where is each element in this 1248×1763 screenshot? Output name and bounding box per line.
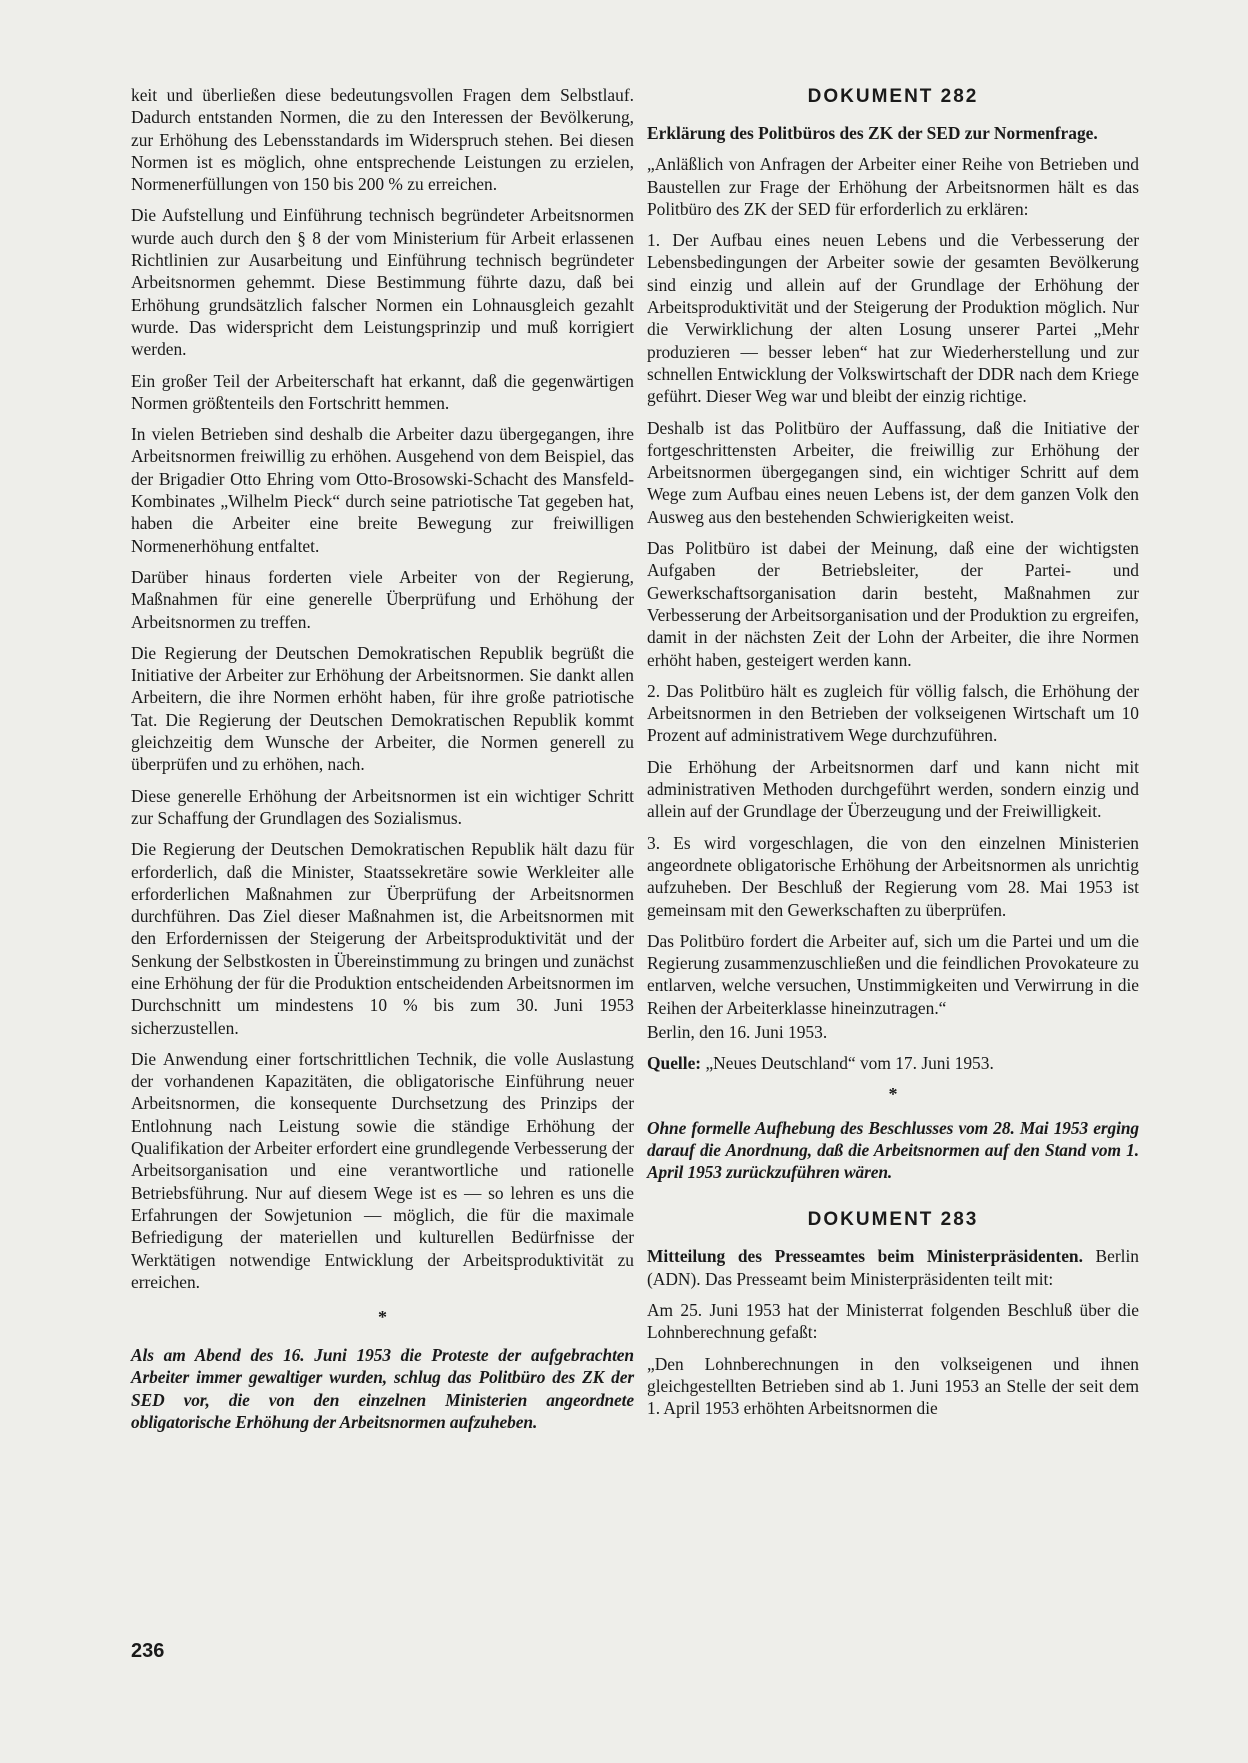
left-column (131, 84, 634, 1442)
intro-text: Berlin (ADN). Das Presseamt beim Ministerpräsidenten teilt mit: (647, 1246, 1139, 1289)
source-text: „Neues Deutschland“ vom 17. Juni 1953. (705, 1053, 994, 1074)
date-line: Berlin, den 16. Juni 1953. (647, 1021, 828, 1042)
source-label: Quelle: (647, 1053, 702, 1074)
page-number: 236 (131, 1640, 165, 1662)
document-intro (647, 1245, 1139, 1290)
document-title: Mitteilung des Presseamtes beim Ministerpräsidenten. (647, 1246, 1083, 1267)
body-paragraph: „Den Lohnberechnungen in den volkseigenen und ihnen gleichgestellten Betrieben sind ab 1. Juni 1953 an Stelle der seit dem 1. April 1953 erhöhten Arbeitsnormen die (647, 1353, 1139, 1419)
body-paragraph: Die Regierung der Deutschen Demokratischen Republik begrüßt die Initiative der Arbeiter zur Erhöhung der Arbeitsnormen. Sie dankt allen Arbeitern, die ihre Normen erhöht haben, für ihre große patriotische Tat. Die Regierung der Deutschen Demokratischen Republik kommt gleichzeitig dem Wunsche der Arbeiter, die Normen generell zu überprüfen und zu erhöhen, nach. (131, 642, 634, 775)
body-paragraph: Darüber hinaus forderten viele Arbeiter von der Regierung, Maßnahmen für eine generelle Überprüfung und Erhöhung der Arbeitsnormen zu treffen. (131, 566, 634, 632)
document-heading: DOKUMENT 283 (807, 1209, 979, 1231)
body-paragraph: 1. Der Aufbau eines neuen Lebens und die Verbesserung der Lebensbedingungen der Arbeiter sowie der gesamten Bevölkerung sind einzig und allein auf der Grundlage der Erhöhung der Arbeitsproduktivität und der Steigerung der Produktion möglich. Nur die Verwirklichung der alten Losung unserer Partei „Mehr produzieren — besser leben“ hat zur Wiederherstellung und zur schnellen Entwicklung der Volkswirtschaft der DDR nach dem Kriege geführt. Dieser Weg war und bleibt der einzig richtige. (647, 230, 1139, 407)
body-paragraph: Deshalb ist das Politbüro der Auffassung, daß die Initiative der fortgeschrittensten Arbeiter, die freiwillig zur Erhöhung der Arbeitsnormen übergegangen sind, ein wichtiger Schritt auf dem Wege zum Aufbau eines neuen Lebens ist, der dem ganzen Volk den Ausweg aus den bestehenden Schwierigkeiten weist. (647, 417, 1139, 527)
document-heading: DOKUMENT 282 (807, 86, 979, 107)
body-paragraph: „Anläßlich von Anfragen der Arbeiter einer Reihe von Betrieben und Baustellen zur Frage der Erhöhung der Arbeitsnormen hält es das Politbüro des ZK der SED für erforderlich zu erklären: (647, 154, 1139, 219)
body-paragraph: Die Erhöhung der Arbeitsnormen darf und kann nicht mit administrativen Methoden durchgeführt werden, sondern einzig und allein auf der Grundlage der Überzeugung und der Freiwilligkeit. (647, 756, 1139, 822)
editorial-note: Ohne formelle Aufhebung des Beschlusses vom 28. Mai 1953 erging darauf die Anordnung, daß die Arbeitsnormen auf den Stand vom 1. April 1953 zurückzuführen wären. (647, 1117, 1139, 1183)
body-paragraph: keit und überließen diese bedeutungsvollen Fragen dem Selbstlauf. Dadurch entstanden Normen, die zu den Interessen der Bevölkerung, zur Erhöhung des Lebensstandards im Widerspruch stehen. Bei diesen Normen ist es möglich, ohne entsprechende Leistungen zu erzielen, Normenerfüllungen von 150 bis 200 % zu erreichen. (131, 85, 634, 195)
body-paragraph: In vielen Betrieben sind deshalb die Arbeiter dazu übergegangen, ihre Arbeitsnormen freiwillig zu erhöhen. Ausgehend von dem Beispiel, das der Brigadier Otto Ehring vom Otto-Brosowski-Schacht des Mansfeld-Kombinates „Wilhelm Pieck“ durch seine patriotische Tat gegeben hat, haben die Arbeiter eine breite Bewegung zur freiwilligen Normenerhöhung entfaltet. (131, 424, 634, 556)
section-separator: * (378, 1307, 387, 1328)
body-paragraph: Ein großer Teil der Arbeiterschaft hat erkannt, daß die gegenwärtigen Normen größtenteils den Fortschritt hemmen. (131, 370, 634, 413)
body-paragraph: Die Regierung der Deutschen Demokratischen Republik hält dazu für erforderlich, daß die Minister, Staatssekretäre sowie Werkleiter alle erforderlichen Maßnahmen zur Überprüfung der Arbeitsnormen durchführen. Das Ziel dieser Maßnahmen ist, die Arbeitsnormen mit den Erfordernissen der Steigerung der Arbeitsproduktivität und der Senkung der Selbstkosten in Übereinstimmung zu bringen und zunächst eine Erhöhung der für die Produktion entscheidenden Arbeitsnormen im Durchschnitt um mindestens 10 % bis zum 30. Juni 1953 sicherzustellen. (131, 839, 634, 1038)
editorial-note: Als am Abend des 16. Juni 1953 die Proteste der aufgebrachten Arbeiter immer gewaltiger wurden, schlug das Politbüro des ZK der SED vor, die von den einzelnen Ministerien angeordnete obligatorische Erhöhung der Arbeitsnormen aufzuheben. (131, 1345, 634, 1433)
body-paragraph: 3. Es wird vorgeschlagen, die von den einzelnen Ministerien angeordnete obligatorische Erhöhung der Arbeitsnormen als unrichtig aufzuheben. Der Beschluß der Regierung vom 28. Mai 1953 ist gemeinsam mit den Gewerkschaften zu überprüfen. (647, 832, 1139, 920)
body-paragraph: Das Politbüro fordert die Arbeiter auf, sich um die Partei und um die Regierung zusammenzuschließen und die feindlichen Provokateure zu entlarven, welche versuchen, Unstimmigkeiten und Verwirrung in die Reihen der Arbeiterklasse hineinzutragen.“ (647, 930, 1139, 1018)
document-title: Erklärung des Politbüros des ZK der SED zur Normenfrage. (647, 123, 1098, 143)
body-paragraph: Die Aufstellung und Einführung technisch begründeter Arbeitsnormen wurde auch durch den § 8 der vom Ministerium für Arbeit erlassenen Richtlinien zur Ausarbeitung und Einführung technisch begründeter Arbeitsnormen gehemmt. Diese Bestimmung führte dazu, daß bei Erhöhung grundsätzlich falscher Normen ein Lohnausgleich gezahlt wurde. Das widerspricht dem Leistungsprinzip und muß korrigiert werden. (131, 205, 634, 360)
body-paragraph: Diese generelle Erhöhung der Arbeitsnormen ist ein wichtiger Schritt zur Schaffung der Grundlagen des Sozialismus. (131, 785, 634, 828)
body-paragraph: Das Politbüro ist dabei der Meinung, daß eine der wichtigsten Aufgaben der Betriebsleiter, der Partei- und Gewerkschaftsorganisation darin besteht, Maßnahmen zur Verbesserung der Arbeitsorganisation und der Produktion zu ergreifen, damit in der nächsten Zeit der Lohn der Arbeiter, die ihre Normen erhöht haben, gesteigert werden kann. (647, 538, 1139, 670)
body-paragraph: 2. Das Politbüro hält es zugleich für völlig falsch, die Erhöhung der Arbeitsnormen in den Betrieben der volkseigenen Wirtschaft um 10 Prozent auf administrativem Wege durchzuführen. (647, 680, 1139, 746)
source-line (647, 1052, 1139, 1074)
right-column (647, 84, 1139, 1429)
section-separator: * (888, 1083, 898, 1104)
body-paragraph: Am 25. Juni 1953 hat der Ministerrat folgenden Beschluß über die Lohnberechnung gefaßt: (647, 1300, 1139, 1343)
body-paragraph: Die Anwendung einer fortschrittlichen Technik, die volle Auslastung der vorhandenen Kapazitäten, die obligatorische Einführung neuer Arbeitsnormen, die konsequente Durchsetzung des Prinzips der Entlohnung nach Leistung sowie die ständige Erhöhung der Qualifikation der Arbeiter erfordert eine grundlegende Verbesserung der Arbeitsorganisation und eine verantwortliche und rationelle Betriebsführung. Nur auf diesem Wege ist es — so lehren es uns die Erfahrungen der Sowjetunion — möglich, die für die maximale Befriedigung der materiellen und kulturellen Bedürfnisse der Werktätigen notwendige Entwicklung der Arbeitsproduktivität zu erreichen. (131, 1048, 634, 1292)
